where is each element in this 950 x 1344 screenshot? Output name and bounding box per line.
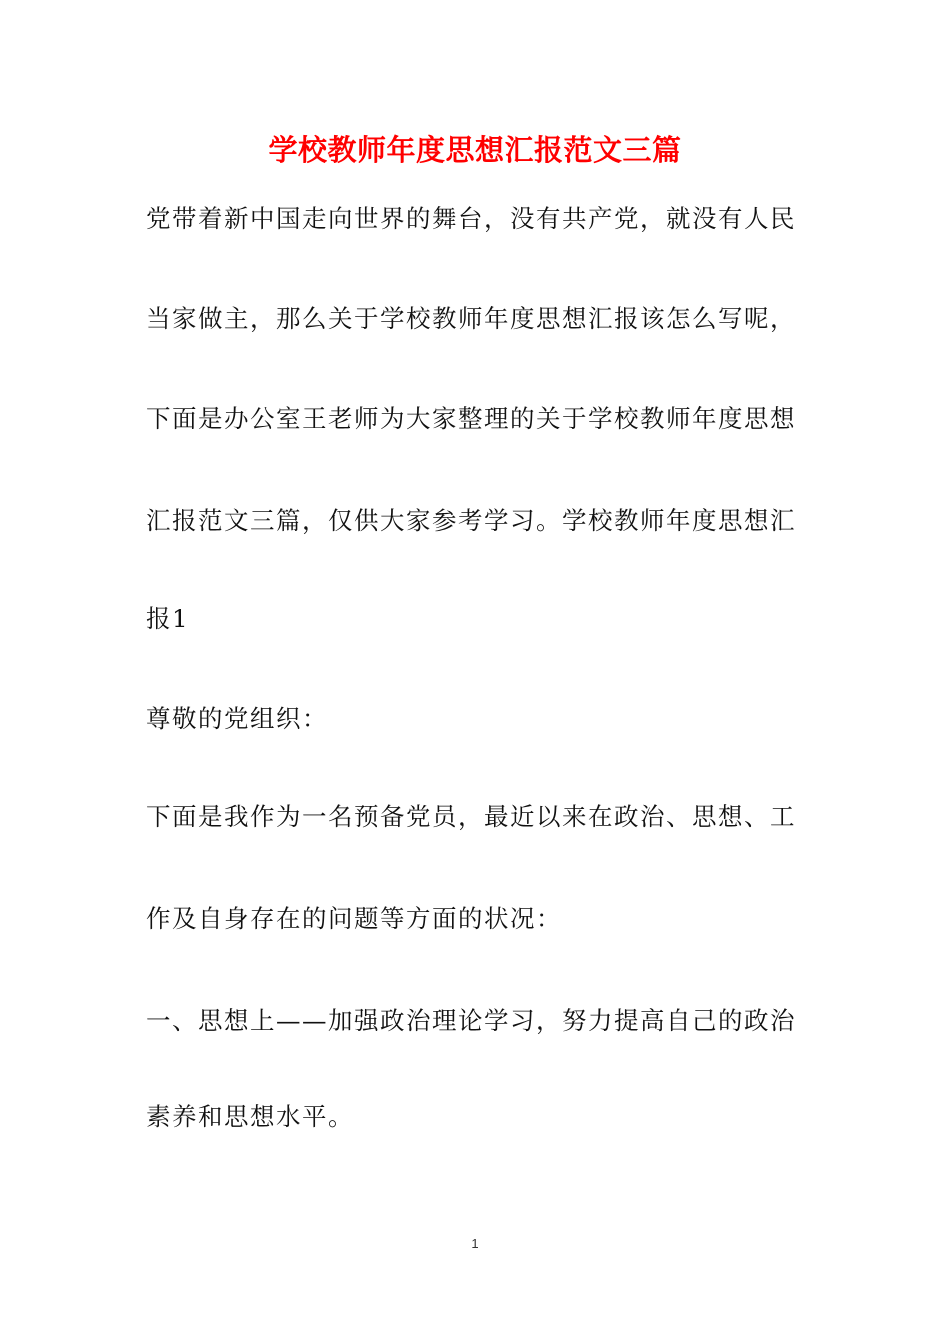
document-title: 学校教师年度思想汇报范文三篇 [268,133,682,167]
body-line: 下面是办公室王老师为大家整理的关于学校教师年度思想 [146,404,796,433]
body-line: 汇报范文三篇，仅供大家参考学习。学校教师年度思想汇 [146,506,796,535]
body-line: 下面是我作为一名预备党员，最近以来在政治、思想、工 [146,802,796,831]
body-line: 素养和思想水平。 [146,1102,354,1131]
salutation-line: 尊敬的党组织： [146,704,328,733]
page-number: 1 [471,1236,479,1251]
body-line: 作及自身存在的问题等方面的状况： [146,904,562,933]
body-line: 当家做主，那么关于学校教师年度思想汇报该怎么写呢， [146,304,796,333]
body-line: 党带着新中国走向世界的舞台，没有共产党，就没有人民 [146,204,796,233]
body-line: 报1 [146,604,190,633]
section-heading-line: 一、思想上——加强政治理论学习，努力提高自己的政治 [146,1006,796,1035]
